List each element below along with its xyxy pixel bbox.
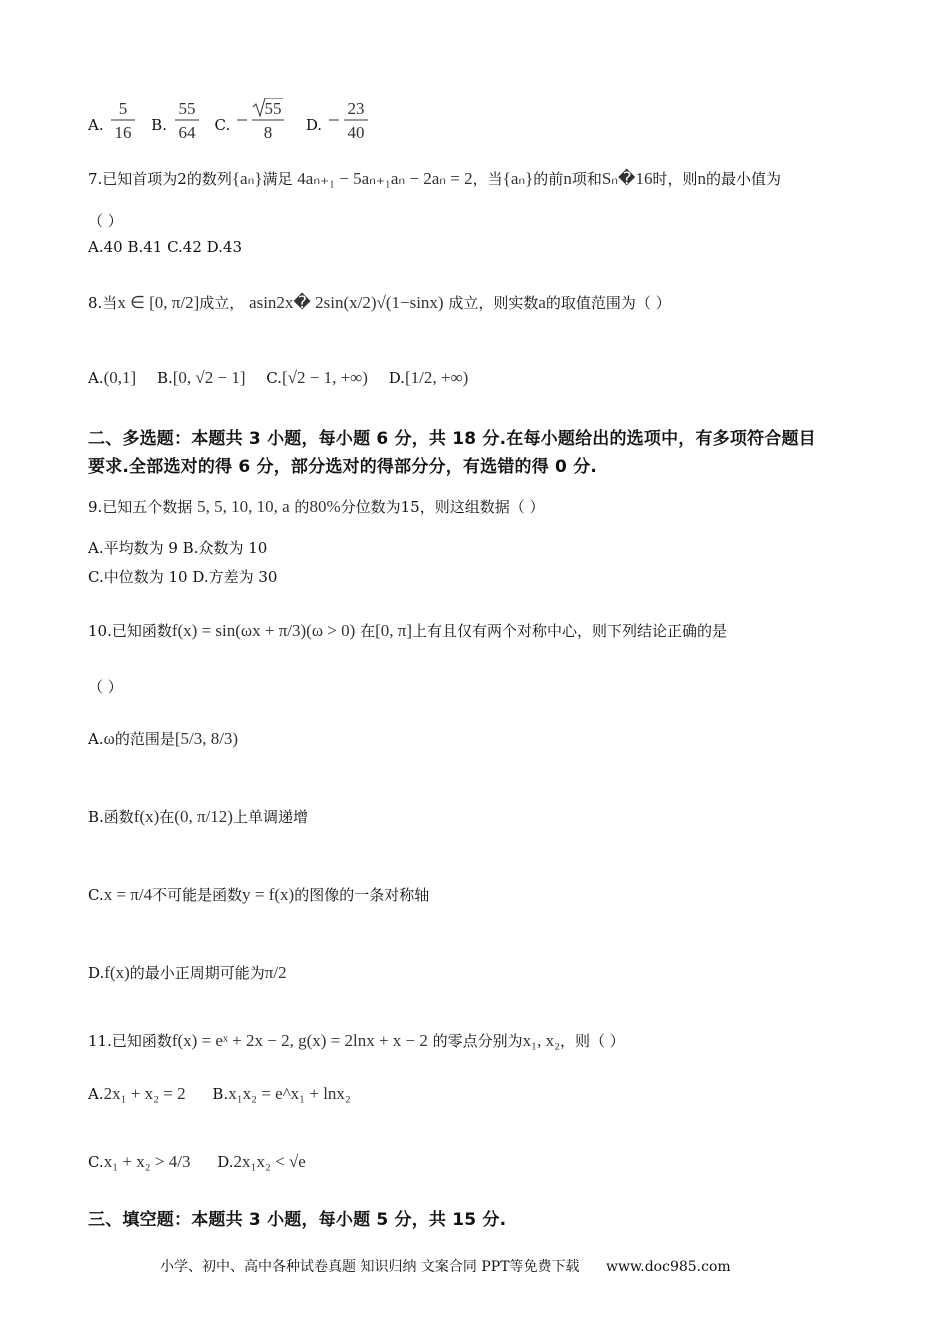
q9-text-1: 9.已知五个数据 (88, 498, 193, 516)
q8-option-b-label: B. (156, 369, 173, 387)
option-d-fraction (327, 98, 371, 146)
q8-options (88, 368, 468, 388)
q8-math-inequality: asin2x� 2sin(x/2)√(1−sinx) (249, 293, 444, 312)
q10-c-label: C. (88, 886, 104, 904)
q10-math-interval: [0, π] (375, 621, 412, 640)
q10-c-math-2: y = f(x) (242, 885, 295, 904)
option-b-label: B. (151, 116, 167, 134)
q7-math-recurrence: 4aₙ₊₁ − 5aₙ₊₁aₙ − 2aₙ = 2 (297, 169, 473, 188)
q8-option-c-label: C. (266, 369, 283, 387)
q11-math-zeros: x₁, x₂ (522, 1031, 561, 1050)
svg-text:55: 55 (178, 99, 196, 118)
q7-math-n-2: n (697, 169, 707, 188)
q10-b-text-1: 在 (159, 808, 175, 826)
q9-stem (88, 496, 544, 517)
svg-text:5: 5 (119, 99, 128, 118)
q11-option-d-math: 2x₁x₂ < √e (233, 1152, 306, 1171)
svg-text:64: 64 (178, 123, 196, 142)
q9-options-ab: A.平均数为 9 B.众数为 10 (88, 539, 268, 557)
q10-a-math-2: [5/3, 8/3) (174, 729, 239, 748)
q6-options (88, 98, 371, 146)
q7-text-6: 时，则 (652, 170, 698, 188)
q7-stem (88, 168, 781, 189)
q8-text-1: 8.当 (88, 294, 118, 312)
q10-option-b (88, 806, 308, 827)
q9-text-2: 的 (294, 498, 310, 516)
option-d-label: D. (305, 116, 323, 134)
q8-math-domain: x ∈ [0, π/2] (117, 293, 200, 312)
q11-option-a-label: A. (88, 1085, 104, 1103)
q10-d-text: 的最小正周期可能为 (129, 964, 265, 982)
q11-options-ab (88, 1084, 351, 1104)
q11-option-c-label: C. (88, 1153, 104, 1171)
q7-options: A.40 B.41 C.42 D.43 (88, 238, 243, 256)
q10-b-math-1: f(x) (133, 807, 160, 826)
q7-math-sum: Sₙ�16 (601, 169, 653, 188)
q11-math-functions: f(x) = eˣ + 2x − 2, g(x) = 2lnx + x − 2 (171, 1031, 428, 1050)
q7-text-2: 满足 (262, 170, 293, 188)
q10-option-c (88, 884, 429, 905)
q11-option-b-label: B. (212, 1085, 229, 1103)
q10-a-label: A. (88, 730, 104, 748)
q7-text-5: 项和 (571, 170, 602, 188)
q11-option-b-math: x₁x₂ = e^x₁ + lnx₂ (228, 1084, 351, 1103)
svg-text:23: 23 (347, 99, 365, 118)
section-2-heading-line-1: 二、多选题：本题共 3 小题，每小题 6 分，共 18 分.在每小题给出的选项中，有多项符合题目 (88, 429, 816, 449)
q11-stem (88, 1030, 625, 1051)
footer-text: 小学、初中、高中各种试卷真题 知识归纳 文案合同 PPT等免费下载 (160, 1259, 580, 1275)
option-a-fraction (108, 98, 138, 146)
q9-math-data: 5, 5, 10, 10, a (197, 497, 290, 516)
q10-c-math-1: x = π/4 (103, 885, 153, 904)
q10-c-text-2: 的图像的一条对称轴 (294, 886, 430, 904)
q8-option-b-math: [0, √2 − 1] (172, 368, 246, 387)
svg-text:40: 40 (347, 123, 365, 142)
q10-text-2: 在 (360, 622, 376, 640)
q10-d-label: D. (88, 964, 105, 982)
q8-text-4: 的取值范围为（ ） (545, 294, 671, 312)
q10-a-math-1: ω (103, 729, 115, 748)
q10-text-3: 上有且仅有两个对称中心，则下列结论正确的是 (411, 622, 727, 640)
q10-text-1: 10.已知函数 (88, 622, 172, 640)
q10-c-text-1: 不可能是函数 (152, 886, 243, 904)
q9-options-cd: C.中位数为 10 D.方差为 30 (88, 568, 278, 586)
q8-option-a-label: A. (88, 369, 104, 387)
footer-url[interactable]: www.doc985.com (605, 1259, 731, 1275)
q11-option-c-math: x₁ + x₂ > 4/3 (103, 1152, 191, 1171)
q8-option-c-math: [√2 − 1, +∞) (282, 368, 368, 387)
q11-option-d-label: D. (217, 1153, 234, 1171)
q10-math-function: f(x) = sin(ωx + π/3)(ω > 0) (171, 621, 356, 640)
q7-text-3: ，当 (472, 170, 503, 188)
q8-math-a: a (538, 293, 546, 312)
q7-math-sequence-2: {aₙ} (502, 169, 534, 188)
q11-options-cd (88, 1152, 306, 1172)
option-b-fraction (172, 98, 202, 146)
q7-math-sequence: {aₙ} (231, 169, 263, 188)
svg-text:8: 8 (263, 123, 273, 142)
q8-stem (88, 292, 671, 313)
q10-answer-paren: （ ） (88, 678, 123, 696)
q11-text-1: 11.已知函数 (88, 1032, 172, 1050)
q9-math-percentile: 80% (309, 497, 341, 516)
q10-option-a (88, 728, 238, 749)
q7-text-1: 7.已知首项为2的数列 (88, 170, 232, 188)
q8-text-2: 成立， (199, 294, 245, 312)
q8-option-d-math: [1/2, +∞) (405, 368, 469, 387)
q8-option-d-label: D. (388, 369, 406, 387)
q10-b-math-2: (0, π/12) (174, 807, 233, 826)
q11-text-3: ，则（ ） (560, 1032, 625, 1050)
option-c-label: C. (214, 116, 231, 134)
q11-text-2: 的零点分别为 (432, 1032, 523, 1050)
q10-b-text-2: 上单调递增 (232, 808, 308, 826)
section-2-heading-line-2: 要求.全部选对的得 6 分，部分选对的得部分分，有选错的得 0 分. (88, 457, 598, 477)
q7-math-n: n (563, 169, 572, 188)
q10-b-label: B.函数 (88, 808, 134, 826)
q7-text-7: 的最小值为 (706, 170, 782, 188)
q7-text-4: 的前 (533, 170, 564, 188)
q11-option-a-math: 2x₁ + x₂ = 2 (103, 1084, 186, 1103)
option-c-fraction (235, 98, 287, 146)
page-footer (160, 1256, 731, 1276)
section-3-heading: 三、填空题：本题共 3 小题，每小题 5 分，共 15 分. (88, 1210, 507, 1230)
q7-answer-paren: （ ） (88, 212, 123, 230)
q8-text-3: 成立，则实数 (448, 294, 539, 312)
q9-text-3: 分位数为15，则这组数据（ ） (340, 498, 545, 516)
q10-a-text: 的范围是 (114, 730, 175, 748)
option-a-label: A. (88, 116, 104, 134)
svg-text:55: 55 (264, 99, 282, 118)
q10-stem (88, 620, 727, 641)
q10-d-math-2: π/2 (264, 963, 287, 982)
q10-d-math-1: f(x) (104, 963, 130, 982)
svg-text:16: 16 (114, 123, 132, 142)
q8-option-a-math: (0,1] (103, 368, 137, 387)
q10-option-d (88, 962, 287, 983)
